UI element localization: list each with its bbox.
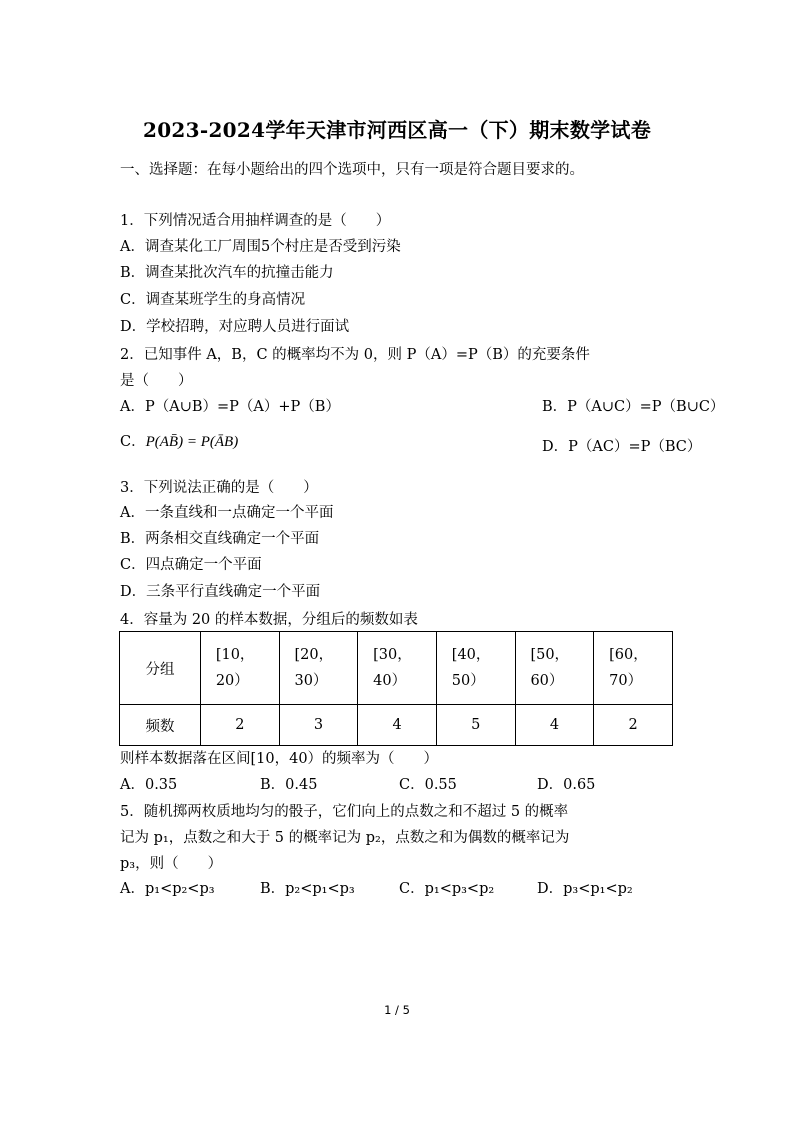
q3-stem: 3．下列说法正确的是（ ） bbox=[120, 480, 318, 496]
q1-option-b: B．调查某批次汽车的抗撞击能力 bbox=[120, 265, 334, 281]
q5-option-d: D．p₃<p₁<p₂ bbox=[537, 881, 633, 897]
table-cell-count: 3 bbox=[279, 705, 358, 746]
table-cell-group bbox=[436, 632, 515, 705]
q5-stem-line3: p₃，则（ ） bbox=[120, 856, 223, 872]
q2-stem-line2: 是（ ） bbox=[120, 373, 193, 389]
q2-stem-line1: 2．已知事件 A，B，C 的概率均不为 0，则 P（A）=P（B）的充要条件 bbox=[120, 347, 590, 363]
table-cell-count: 4 bbox=[358, 705, 437, 746]
q1-stem: 1．下列情况适合用抽样调查的是（ ） bbox=[120, 213, 391, 229]
table-header-group: 分组 bbox=[120, 632, 201, 705]
group-label: [40，50） bbox=[451, 647, 491, 689]
q4-option-c: C．0.55 bbox=[399, 777, 457, 793]
page-number: 1 / 5 bbox=[384, 1003, 410, 1017]
q3-option-c: C．四点确定一个平面 bbox=[120, 557, 262, 573]
group-label: [60，70） bbox=[609, 647, 648, 689]
table-cell-count: 4 bbox=[515, 705, 594, 746]
q5-stem-line1: 5．随机掷两枚质地均匀的骰子，它们向上的点数之和不超过 5 的概率 bbox=[120, 804, 569, 820]
group-label: [50，60） bbox=[530, 647, 570, 689]
q4-option-a: A．0.35 bbox=[120, 777, 178, 793]
q2-option-c-label: C． bbox=[120, 434, 146, 450]
q2-option-b: B．P（A∪C）=P（B∪C） bbox=[542, 399, 725, 415]
page-title: 2023-2024学年天津市河西区高一（下）期末数学试卷 bbox=[142, 118, 652, 142]
group-label: [20，30） bbox=[294, 647, 334, 689]
group-label: [10，20） bbox=[215, 647, 255, 689]
table-cell-group bbox=[279, 632, 358, 705]
q5-stem-line2: 记为 p₁，点数之和大于 5 的概率记为 p₂，点数之和为偶数的概率记为 bbox=[120, 830, 570, 846]
q2-option-c-formula: P(AB̄) = P(ĀB) bbox=[145, 434, 239, 450]
table-cell-count: 2 bbox=[594, 705, 673, 746]
table-header-count: 频数 bbox=[120, 705, 201, 746]
q4-option-d: D．0.65 bbox=[537, 777, 596, 793]
q1-option-d: D．学校招聘，对应聘人员进行面试 bbox=[120, 319, 350, 335]
group-label: [30，40） bbox=[373, 647, 412, 689]
table-cell-count: 2 bbox=[201, 705, 280, 746]
q4-stem: 4．容量为 20 的样本数据，分组后的频数如表 bbox=[120, 612, 418, 628]
q3-option-b: B．两条相交直线确定一个平面 bbox=[120, 531, 320, 547]
q5-option-b: B．p₂<p₁<p₃ bbox=[260, 881, 355, 897]
q4-followup: 则样本数据落在区间[10，40）的频率为（ ） bbox=[120, 751, 439, 767]
q4-option-b: B．0.45 bbox=[260, 777, 318, 793]
table-cell-count: 5 bbox=[436, 705, 515, 746]
q5-option-a: A．p₁<p₂<p₃ bbox=[120, 881, 215, 897]
frequency-table bbox=[119, 631, 673, 746]
table-cell-group bbox=[358, 632, 437, 705]
q2-option-c bbox=[120, 432, 238, 452]
table-row-counts bbox=[120, 705, 673, 746]
q1-option-c: C．调查某班学生的身高情况 bbox=[120, 292, 306, 308]
q3-option-a: A．一条直线和一点确定一个平面 bbox=[120, 505, 334, 521]
q1-option-a: A．调查某化工厂周围5个村庄是否受到污染 bbox=[120, 239, 401, 255]
q2-option-d: D．P（AC）=P（BC） bbox=[542, 439, 702, 455]
section-heading: 一、选择题：在每小题给出的四个选项中，只有一项是符合题目要求的。 bbox=[120, 162, 584, 178]
table-cell-group bbox=[201, 632, 280, 705]
table-row-groups bbox=[120, 632, 673, 705]
q3-option-d: D．三条平行直线确定一个平面 bbox=[120, 584, 321, 600]
q5-option-c: C．p₁<p₃<p₂ bbox=[399, 881, 495, 897]
q2-option-a: A．P（A∪B）=P（A）+P（B） bbox=[120, 399, 340, 415]
table-cell-group bbox=[594, 632, 673, 705]
table-cell-group bbox=[515, 632, 594, 705]
